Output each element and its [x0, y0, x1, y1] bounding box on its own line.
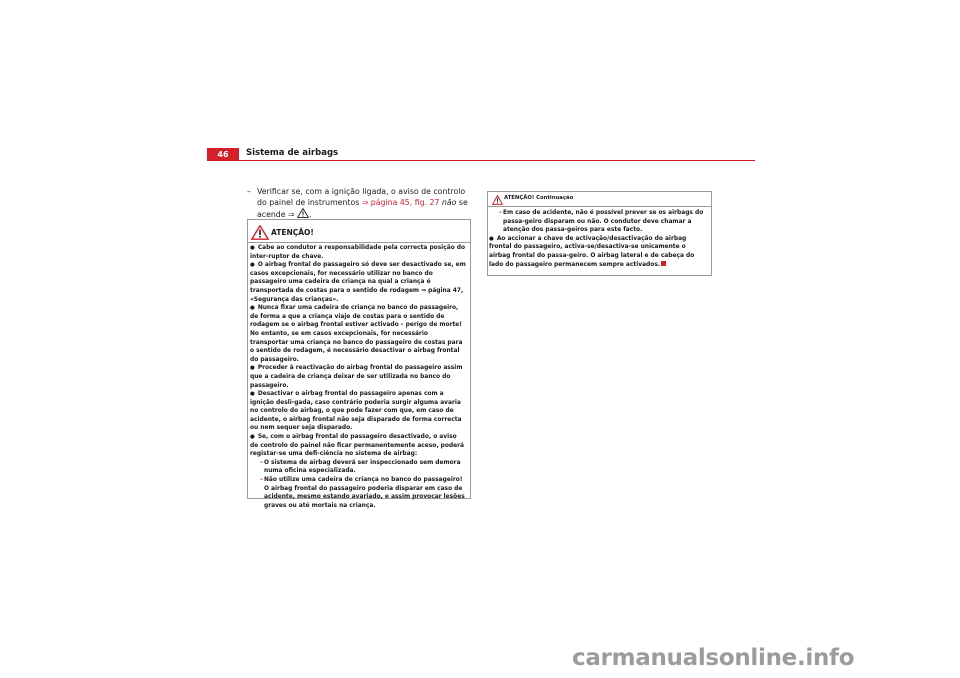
- page-number: 46: [207, 148, 239, 160]
- warning-sub-item: – Não utilize uma cadeira de criança no banco do passageiro! O airbag frontal do passageiro poderia disparar em caso de acidente, mesmo estando avariado, e assim provocar lesões graves ou até mortais na criança.: [260, 477, 465, 509]
- warning-divider: [248, 242, 470, 243]
- warning-bullet: ● O airbag frontal do passageiro só deve ser desactivado se, em casos excepcionais, for necessário utilizar no banco do passageiro uma cadeira de criança na qual a criança é transportada de costas para o sentido de rodagem ⇒ página 47, «Segurança das crianças».: [250, 261, 466, 304]
- warning-bullet: ● Desactivar o airbag frontal do passageiro apenas com a ignição desli-gada, caso contrário poderia surgir alguma avaria no controlo do airbag, o que pode fazer com que, em caso de acidente, o airbag frontal não seja disparado de forma correcta ou nem sequer seja disparado.: [250, 390, 466, 433]
- step-text-end: .: [309, 210, 312, 219]
- warning-triangle-icon: [492, 195, 503, 205]
- warning-continued-body: [489, 209, 709, 269]
- warning-continued-box: [487, 191, 712, 276]
- warning-sub-item: – Em caso de acidente, não é possível prever se os airbags do passa-geiro disparam ou não. O condutor deve chamar a atenção dos passa-geiros para este facto.: [499, 210, 704, 234]
- warning-body: [250, 244, 466, 510]
- end-of-section-icon: [661, 261, 666, 266]
- warning-bullet: ● Nunca fixar uma cadeira de criança no banco do passageiro, de forma a que a criança viaje de costas para o sentido de rodagem se o airbag frontal estiver activado – perigo de morte! No entanto, se em casos excepcionais, for necessário transportar uma criança no banco do passageiro de costas para o sentido de rodagem, é necessário desactivar o airbag frontal do passageiro.: [250, 304, 466, 364]
- warning-bullet: ● Cabe ao condutor a responsabilidade pela correcta posição do inter-ruptor de chave.: [250, 244, 466, 261]
- warning-title: ATENÇÃO!: [271, 228, 314, 237]
- warning-sub-item: – O sistema de airbag deverá ser inspeccionado sem demora numa oficina especializada.: [260, 459, 461, 475]
- warning-box: [247, 219, 471, 509]
- page-reference-link[interactable]: ⇒ página 45, fig. 27: [361, 198, 440, 207]
- step-dash: –: [247, 187, 251, 196]
- step-text-2: se acende ⇒: [257, 198, 468, 219]
- instruction-step: [247, 186, 472, 221]
- warning-bullet: ● Se, com o airbag frontal do passageiro desactivado, o aviso de controlo do painel não ficar permanentemente aceso, poderá registar-se uma defi-ciência no sistema de airbag:: [250, 433, 466, 459]
- warning-triangle-icon: [251, 225, 269, 240]
- warning-continued-title: ATENÇÃO! Continuação: [504, 195, 574, 201]
- section-title: Sistema de airbags: [246, 148, 339, 158]
- warning-bullet: ● Ao accionar a chave de activação/desactivação do airbag frontal do passageiro, activa-se/desactiva-se unicamente o airbag frontal do passa-geiro. O airbag lateral e de cabeça do lado do passageiro permanecem sempre activados.: [489, 235, 709, 269]
- step-text: Verificar se, com a ignição ligada, o aviso de controlo do painel de instrumentos: [257, 187, 466, 207]
- warning-continued-divider: [488, 206, 711, 207]
- warning-bullet: ● Proceder à reactivação do airbag frontal do passageiro assim que a cadeira de criança deixar de ser utilizada no banco do passageiro.: [250, 364, 466, 390]
- header-rule: [207, 160, 755, 161]
- watermark-text: carmanualsonline.info: [572, 645, 855, 671]
- step-emphasis: não: [439, 198, 457, 207]
